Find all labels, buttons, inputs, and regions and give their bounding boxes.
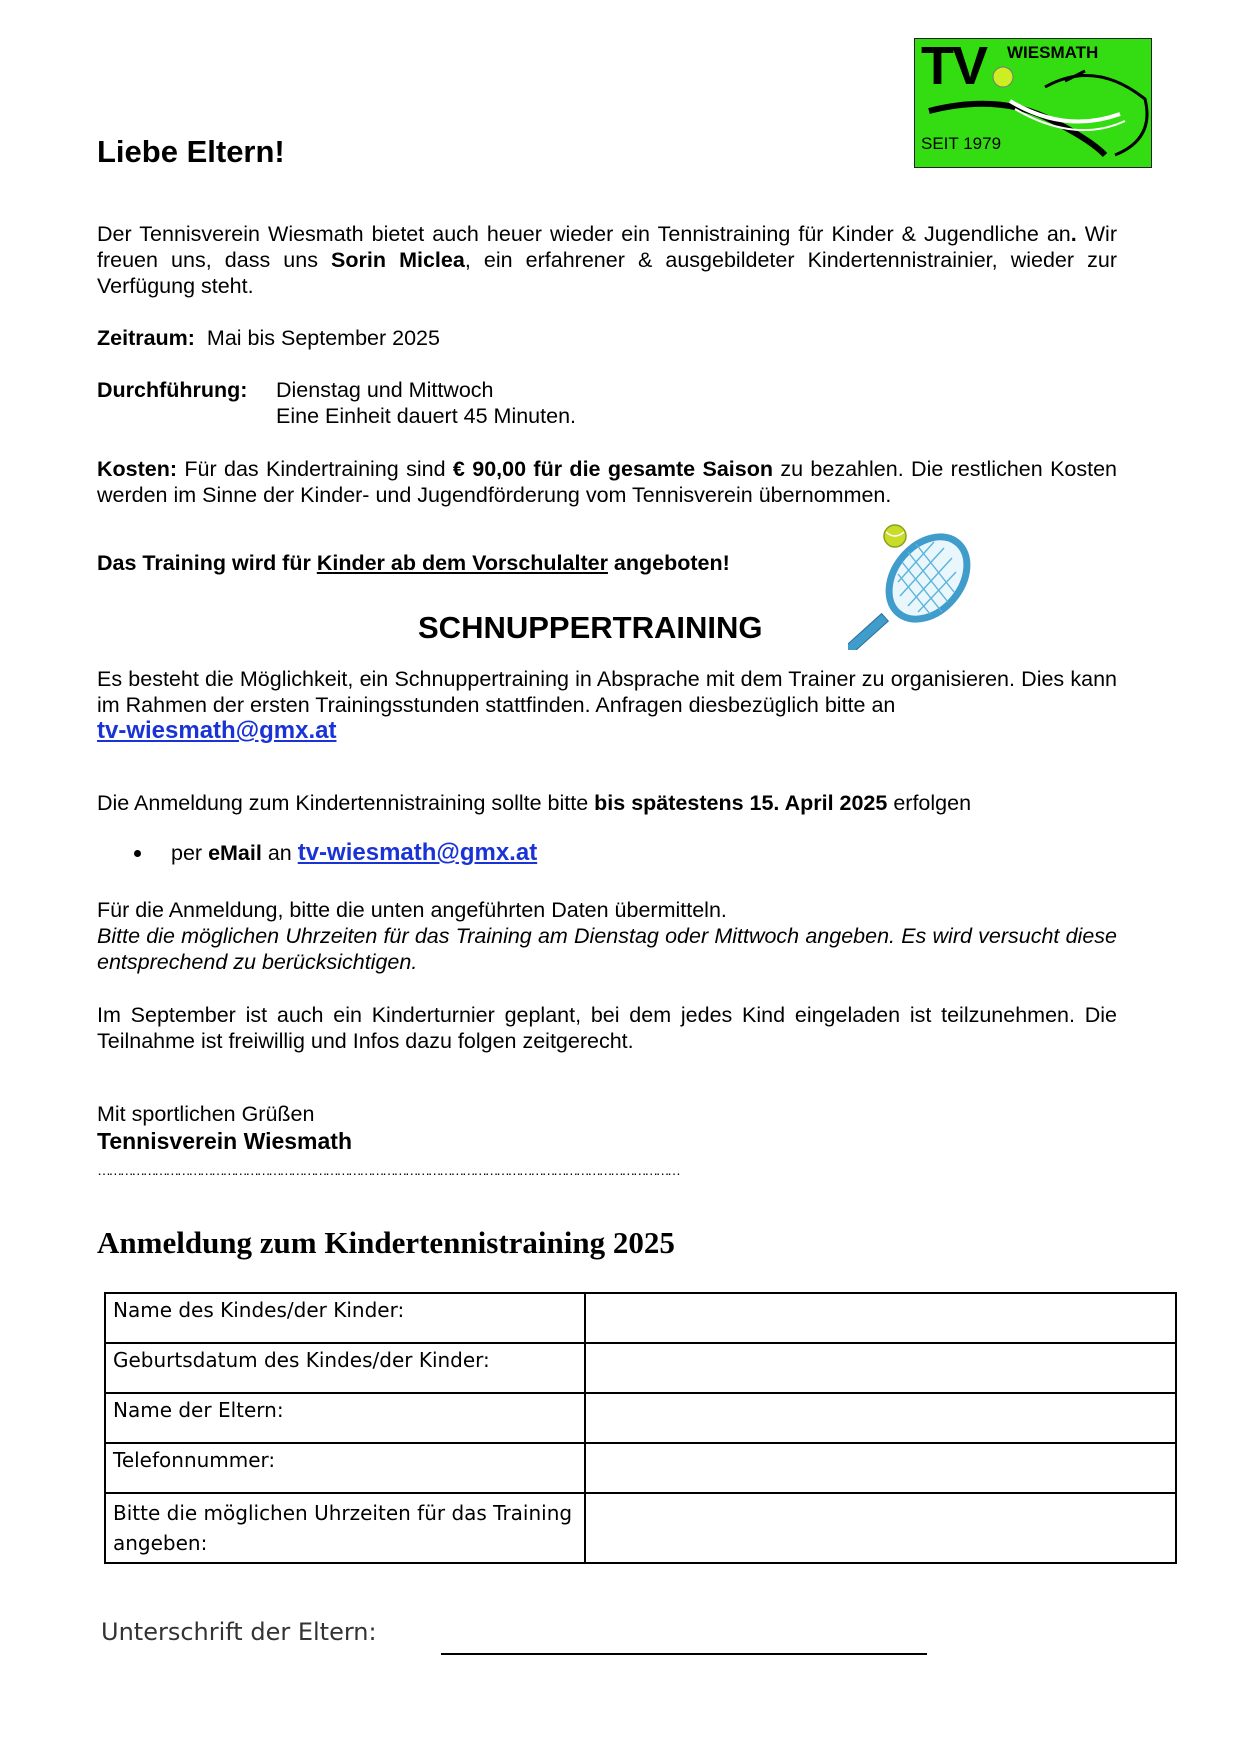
anmeldung-post: erfolgen xyxy=(887,791,972,815)
zeitraum-line xyxy=(97,325,1117,351)
form-input-times[interactable] xyxy=(585,1493,1176,1563)
form-label-phone: Telefonnummer: xyxy=(105,1443,585,1493)
age-note-underlined: Kinder ab dem Vorschulalter xyxy=(316,551,608,575)
bullet-bold: eMail xyxy=(208,841,262,865)
intro-part3: , ein erfahrener & ausgebildeter Kindertennistrainier, wieder zur Verfügung steht. xyxy=(97,248,1117,298)
registration-form-table xyxy=(104,1292,1177,1564)
form-label-child-name: Name des Kindes/der Kinder: xyxy=(105,1293,585,1343)
closing-line2: Tennisverein Wiesmath xyxy=(97,1128,352,1154)
form-label-birthdate: Geburtsdatum des Kindes/der Kinder: xyxy=(105,1343,585,1393)
intro-paragraph xyxy=(97,221,1117,299)
dotted-separator: ……………………………………………………………………………………………………………………………………… xyxy=(97,1162,679,1178)
logo-town: WIESMATH xyxy=(1007,43,1099,62)
signature-line[interactable] xyxy=(441,1653,927,1655)
age-note-pre: Das Training wird für xyxy=(97,551,317,575)
logo-tv: TV xyxy=(921,36,987,96)
intro-part2: Wir freuen uns, dass uns xyxy=(97,222,1117,272)
daten-italic: Bitte die möglichen Uhrzeiten für das Training am Dienstag oder Mittwoch angeben. Es wird versucht diese entsprechend zu berücksichtigen. xyxy=(97,924,1117,974)
form-input-child-name[interactable] xyxy=(585,1293,1176,1343)
form-input-parent-name[interactable] xyxy=(585,1393,1176,1443)
tennis-racket-icon xyxy=(848,520,978,650)
daten-paragraph xyxy=(97,897,1117,975)
bullet-mid: an xyxy=(261,841,298,865)
daten-line: Für die Anmeldung, bitte die unten angeführten Daten übermitteln. xyxy=(97,898,727,922)
greeting: Liebe Eltern! xyxy=(97,134,285,169)
form-input-phone[interactable] xyxy=(585,1443,1176,1493)
table-row xyxy=(105,1293,1176,1343)
anmeldung-pre: Die Anmeldung zum Kindertennistraining sollte bitte xyxy=(97,791,595,815)
form-title: Anmeldung zum Kindertennistraining 2025 xyxy=(97,1225,675,1260)
age-note-post: angeboten! xyxy=(607,551,730,575)
zeitraum-value: Mai bis September 2025 xyxy=(206,326,440,350)
club-logo xyxy=(914,38,1152,168)
turnier-paragraph: Im September ist auch ein Kinderturnier geplant, bei dem jedes Kind eingeladen ist teilzunehmen. Die Teilnahme ist freiwillig und Infos dazu folgen zeitgerecht. xyxy=(97,1003,1117,1053)
schnupper-text: Es besteht die Möglichkeit, ein Schnuppertraining in Absprache mit dem Trainer zu organisieren. Dies kann im Rahmen der ersten Trainingsstunden stattfinden. Anfragen diesbezüglich bitte an xyxy=(97,667,1117,717)
kosten-post: zu bezahlen. Die restlichen Kosten werden im Sinne der Kinder- und Jugendförderung vom Tennisverein übernommen. xyxy=(97,457,1117,507)
kosten-pre: Für das Kindertraining sind xyxy=(177,457,453,481)
kosten-paragraph xyxy=(97,456,1117,508)
table-row xyxy=(105,1343,1176,1393)
age-note xyxy=(97,550,857,576)
signature-label: Unterschrift der Eltern: xyxy=(101,1618,377,1646)
bullet-pre: per xyxy=(171,841,209,865)
bullet-dot xyxy=(134,850,141,857)
schnupper-heading: SCHNUPPERTRAINING xyxy=(418,610,763,645)
durchfuehrung-line1: Dienstag und Mittwoch xyxy=(276,378,494,402)
closing-line1: Mit sportlichen Grüßen xyxy=(97,1102,315,1126)
bullet-email-line xyxy=(171,840,537,866)
kosten-label: Kosten: xyxy=(97,457,178,481)
zeitraum-label: Zeitraum: xyxy=(97,326,195,350)
intro-part1: Der Tennisverein Wiesmath bietet auch heuer wieder ein Tennistraining für Kinder & Jugendliche an xyxy=(97,222,1071,246)
kosten-amount: € 90,00 für die gesamte Saison xyxy=(452,457,773,481)
schnupper-email-link[interactable]: tv-wiesmath@gmx.at xyxy=(97,717,337,744)
table-row xyxy=(105,1393,1176,1443)
logo-since: SEIT 1979 xyxy=(921,134,1002,153)
intro-part1-end: . xyxy=(1070,222,1077,246)
anmeldung-line xyxy=(97,790,1117,816)
form-input-birthdate[interactable] xyxy=(585,1343,1176,1393)
form-label-parent-name: Name der Eltern: xyxy=(105,1393,585,1443)
bullet-email-link[interactable]: tv-wiesmath@gmx.at xyxy=(297,839,538,866)
anmeldung-deadline: bis spätestens 15. April 2025 xyxy=(594,791,888,815)
durchfuehrung-label: Durchführung: xyxy=(97,378,248,402)
durchfuehrung-line2: Eine Einheit dauert 45 Minuten. xyxy=(276,404,577,428)
table-row xyxy=(105,1443,1176,1493)
schnupper-paragraph xyxy=(97,666,1117,744)
table-row xyxy=(105,1493,1176,1563)
trainer-name: Sorin Miclea xyxy=(331,248,465,272)
form-label-times: Bitte die möglichen Uhrzeiten für das Training angeben: xyxy=(105,1493,585,1563)
